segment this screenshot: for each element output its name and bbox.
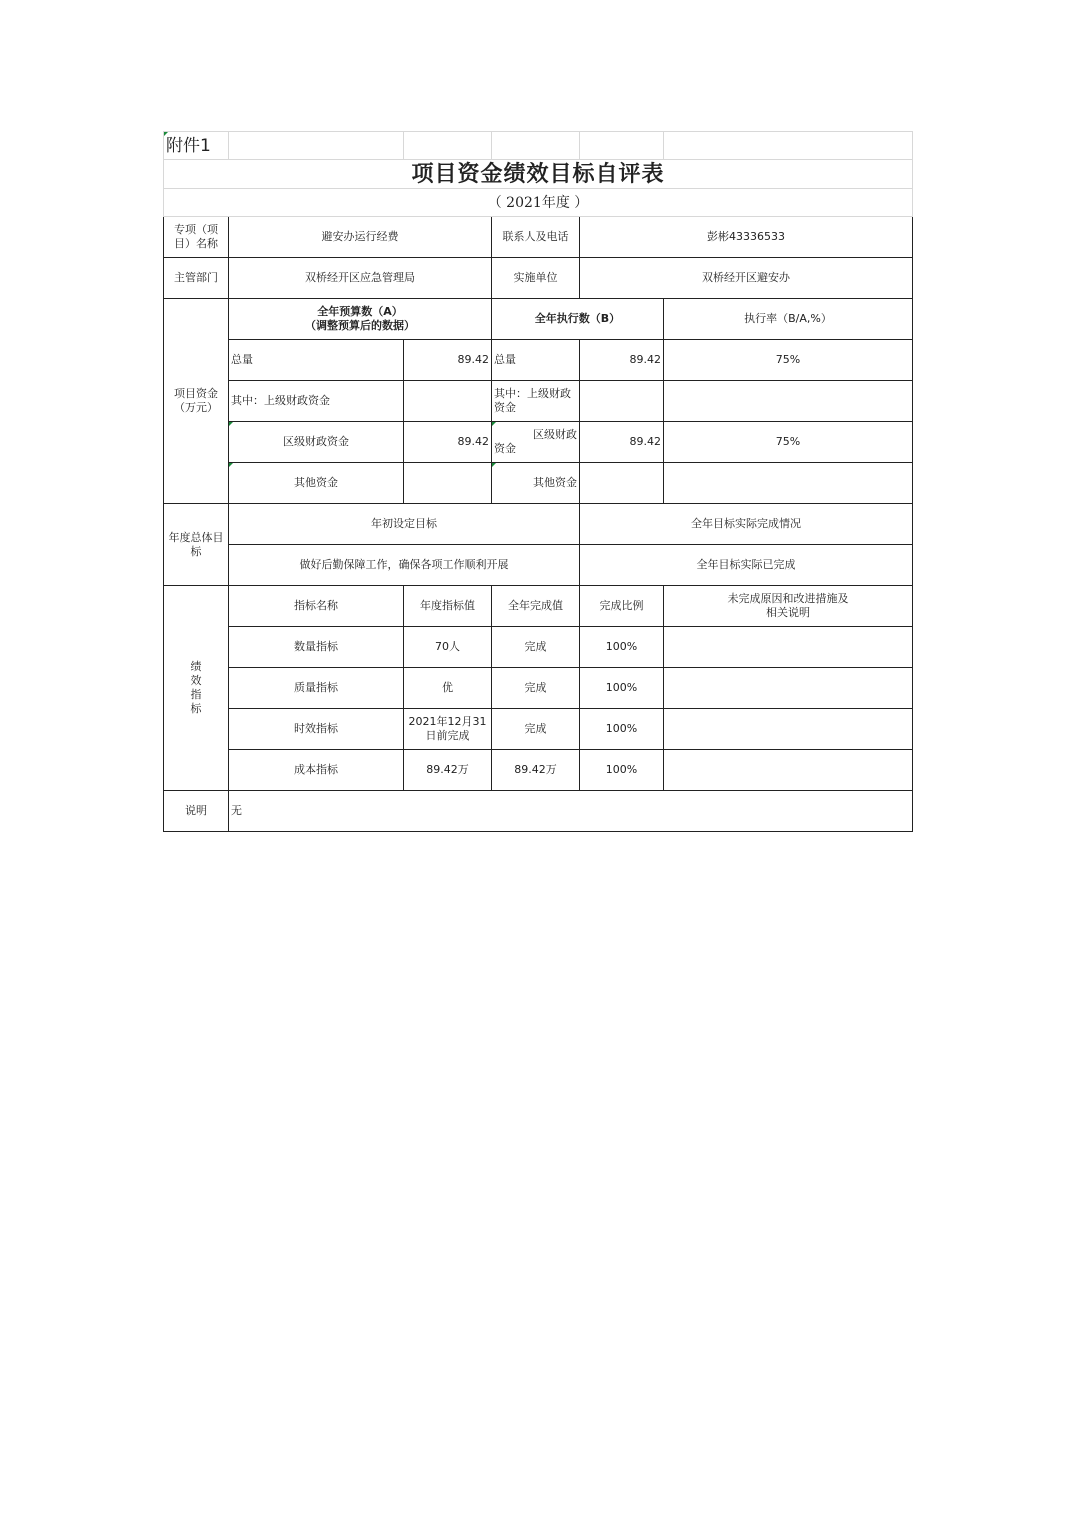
table-row <box>164 627 913 668</box>
total-value-a: 89.42 <box>404 340 492 381</box>
indicator-target: 89.42万 <box>404 750 492 791</box>
evaluation-table <box>163 131 913 832</box>
indicator-header-ratio: 完成比例 <box>580 586 664 627</box>
indicator-target: 70人 <box>404 627 492 668</box>
district-rate: 75% <box>664 422 913 463</box>
year-subtitle: （ 2021年度 ） <box>164 189 913 217</box>
dept-label: 主管部门 <box>164 258 229 299</box>
rate-header: 执行率（B/A,%） <box>664 299 913 340</box>
remarks-value: 无 <box>229 791 913 832</box>
attachment-label: 附件1 <box>164 132 229 160</box>
empty-cell <box>492 132 580 160</box>
district-label-b-bottom: 资金 <box>494 442 516 455</box>
indicator-note <box>664 709 913 750</box>
exec-header: 全年执行数（B） <box>492 299 664 340</box>
budget-header-line2: （调整预算后的数据） <box>305 319 415 332</box>
other-value-a <box>404 463 492 504</box>
total-label-a: 总量 <box>229 340 404 381</box>
indicator-note <box>664 668 913 709</box>
page-title: 项目资金绩效目标自评表 <box>164 160 913 189</box>
indicator-header-name: 指标名称 <box>229 586 404 627</box>
plan-header: 年初设定目标 <box>229 504 580 545</box>
unit-value: 双桥经开区避安办 <box>580 258 913 299</box>
actual-value: 全年目标实际已完成 <box>580 545 913 586</box>
district-value-a: 89.42 <box>404 422 492 463</box>
superior-value-a <box>404 381 492 422</box>
indicator-header-done: 全年完成值 <box>492 586 580 627</box>
indicator-name: 成本指标 <box>229 750 404 791</box>
district-label-b-top: 区级财政 <box>533 428 577 441</box>
budget-header <box>229 299 492 340</box>
other-rate <box>664 463 913 504</box>
indicator-note <box>664 627 913 668</box>
goals-section-label: 年度总体目标 <box>164 504 229 586</box>
indicator-done: 完成 <box>492 709 580 750</box>
plan-value: 做好后勤保障工作，确保各项工作顺利开展 <box>229 545 580 586</box>
indicator-done: 完成 <box>492 668 580 709</box>
other-value-b <box>580 463 664 504</box>
empty-cell <box>664 132 913 160</box>
indicator-header-note <box>664 586 913 627</box>
dept-value: 双桥经开区应急管理局 <box>229 258 492 299</box>
actual-header: 全年目标实际完成情况 <box>580 504 913 545</box>
indicators-section-text: 绩效指标 <box>190 660 202 715</box>
contact-value: 彭彬43336533 <box>580 217 913 258</box>
unit-label: 实施单位 <box>492 258 580 299</box>
indicator-target-text: 2021年12月31日前完成 <box>408 715 487 742</box>
indicator-header-note-text: 未完成原因和改进措施及相关说明 <box>727 592 849 619</box>
indicator-target <box>404 709 492 750</box>
indicators-section-label <box>164 586 229 791</box>
table-row <box>164 709 913 750</box>
indicator-name: 质量指标 <box>229 668 404 709</box>
table-row <box>164 668 913 709</box>
indicator-name: 数量指标 <box>229 627 404 668</box>
evaluation-sheet <box>163 131 912 832</box>
indicator-done: 完成 <box>492 627 580 668</box>
indicator-ratio: 100% <box>580 668 664 709</box>
superior-rate <box>664 381 913 422</box>
project-name-label: 专项（项目）名称 <box>164 217 229 258</box>
contact-label: 联系人及电话 <box>492 217 580 258</box>
budget-header-line1: 全年预算数（A） <box>317 305 403 318</box>
district-label-b <box>492 422 580 463</box>
indicator-note <box>664 750 913 791</box>
indicator-name: 时效指标 <box>229 709 404 750</box>
other-label-b: 其他资金 <box>492 463 580 504</box>
indicator-ratio: 100% <box>580 627 664 668</box>
district-label-a: 区级财政资金 <box>229 422 404 463</box>
superior-value-b <box>580 381 664 422</box>
total-value-b: 89.42 <box>580 340 664 381</box>
superior-label-b: 其中：上级财政资金 <box>492 381 580 422</box>
total-rate: 75% <box>664 340 913 381</box>
indicator-target: 优 <box>404 668 492 709</box>
other-label-a: 其他资金 <box>229 463 404 504</box>
indicator-done: 89.42万 <box>492 750 580 791</box>
table-row <box>164 750 913 791</box>
empty-cell <box>580 132 664 160</box>
indicator-ratio: 100% <box>580 709 664 750</box>
district-value-b: 89.42 <box>580 422 664 463</box>
superior-label-a: 其中：上级财政资金 <box>229 381 404 422</box>
empty-cell <box>229 132 404 160</box>
remarks-label: 说明 <box>164 791 229 832</box>
total-label-b: 总量 <box>492 340 580 381</box>
empty-cell <box>404 132 492 160</box>
indicator-header-target: 年度指标值 <box>404 586 492 627</box>
funds-section-label: 项目资金（万元） <box>164 299 229 504</box>
indicator-ratio: 100% <box>580 750 664 791</box>
project-name-value: 避安办运行经费 <box>229 217 492 258</box>
